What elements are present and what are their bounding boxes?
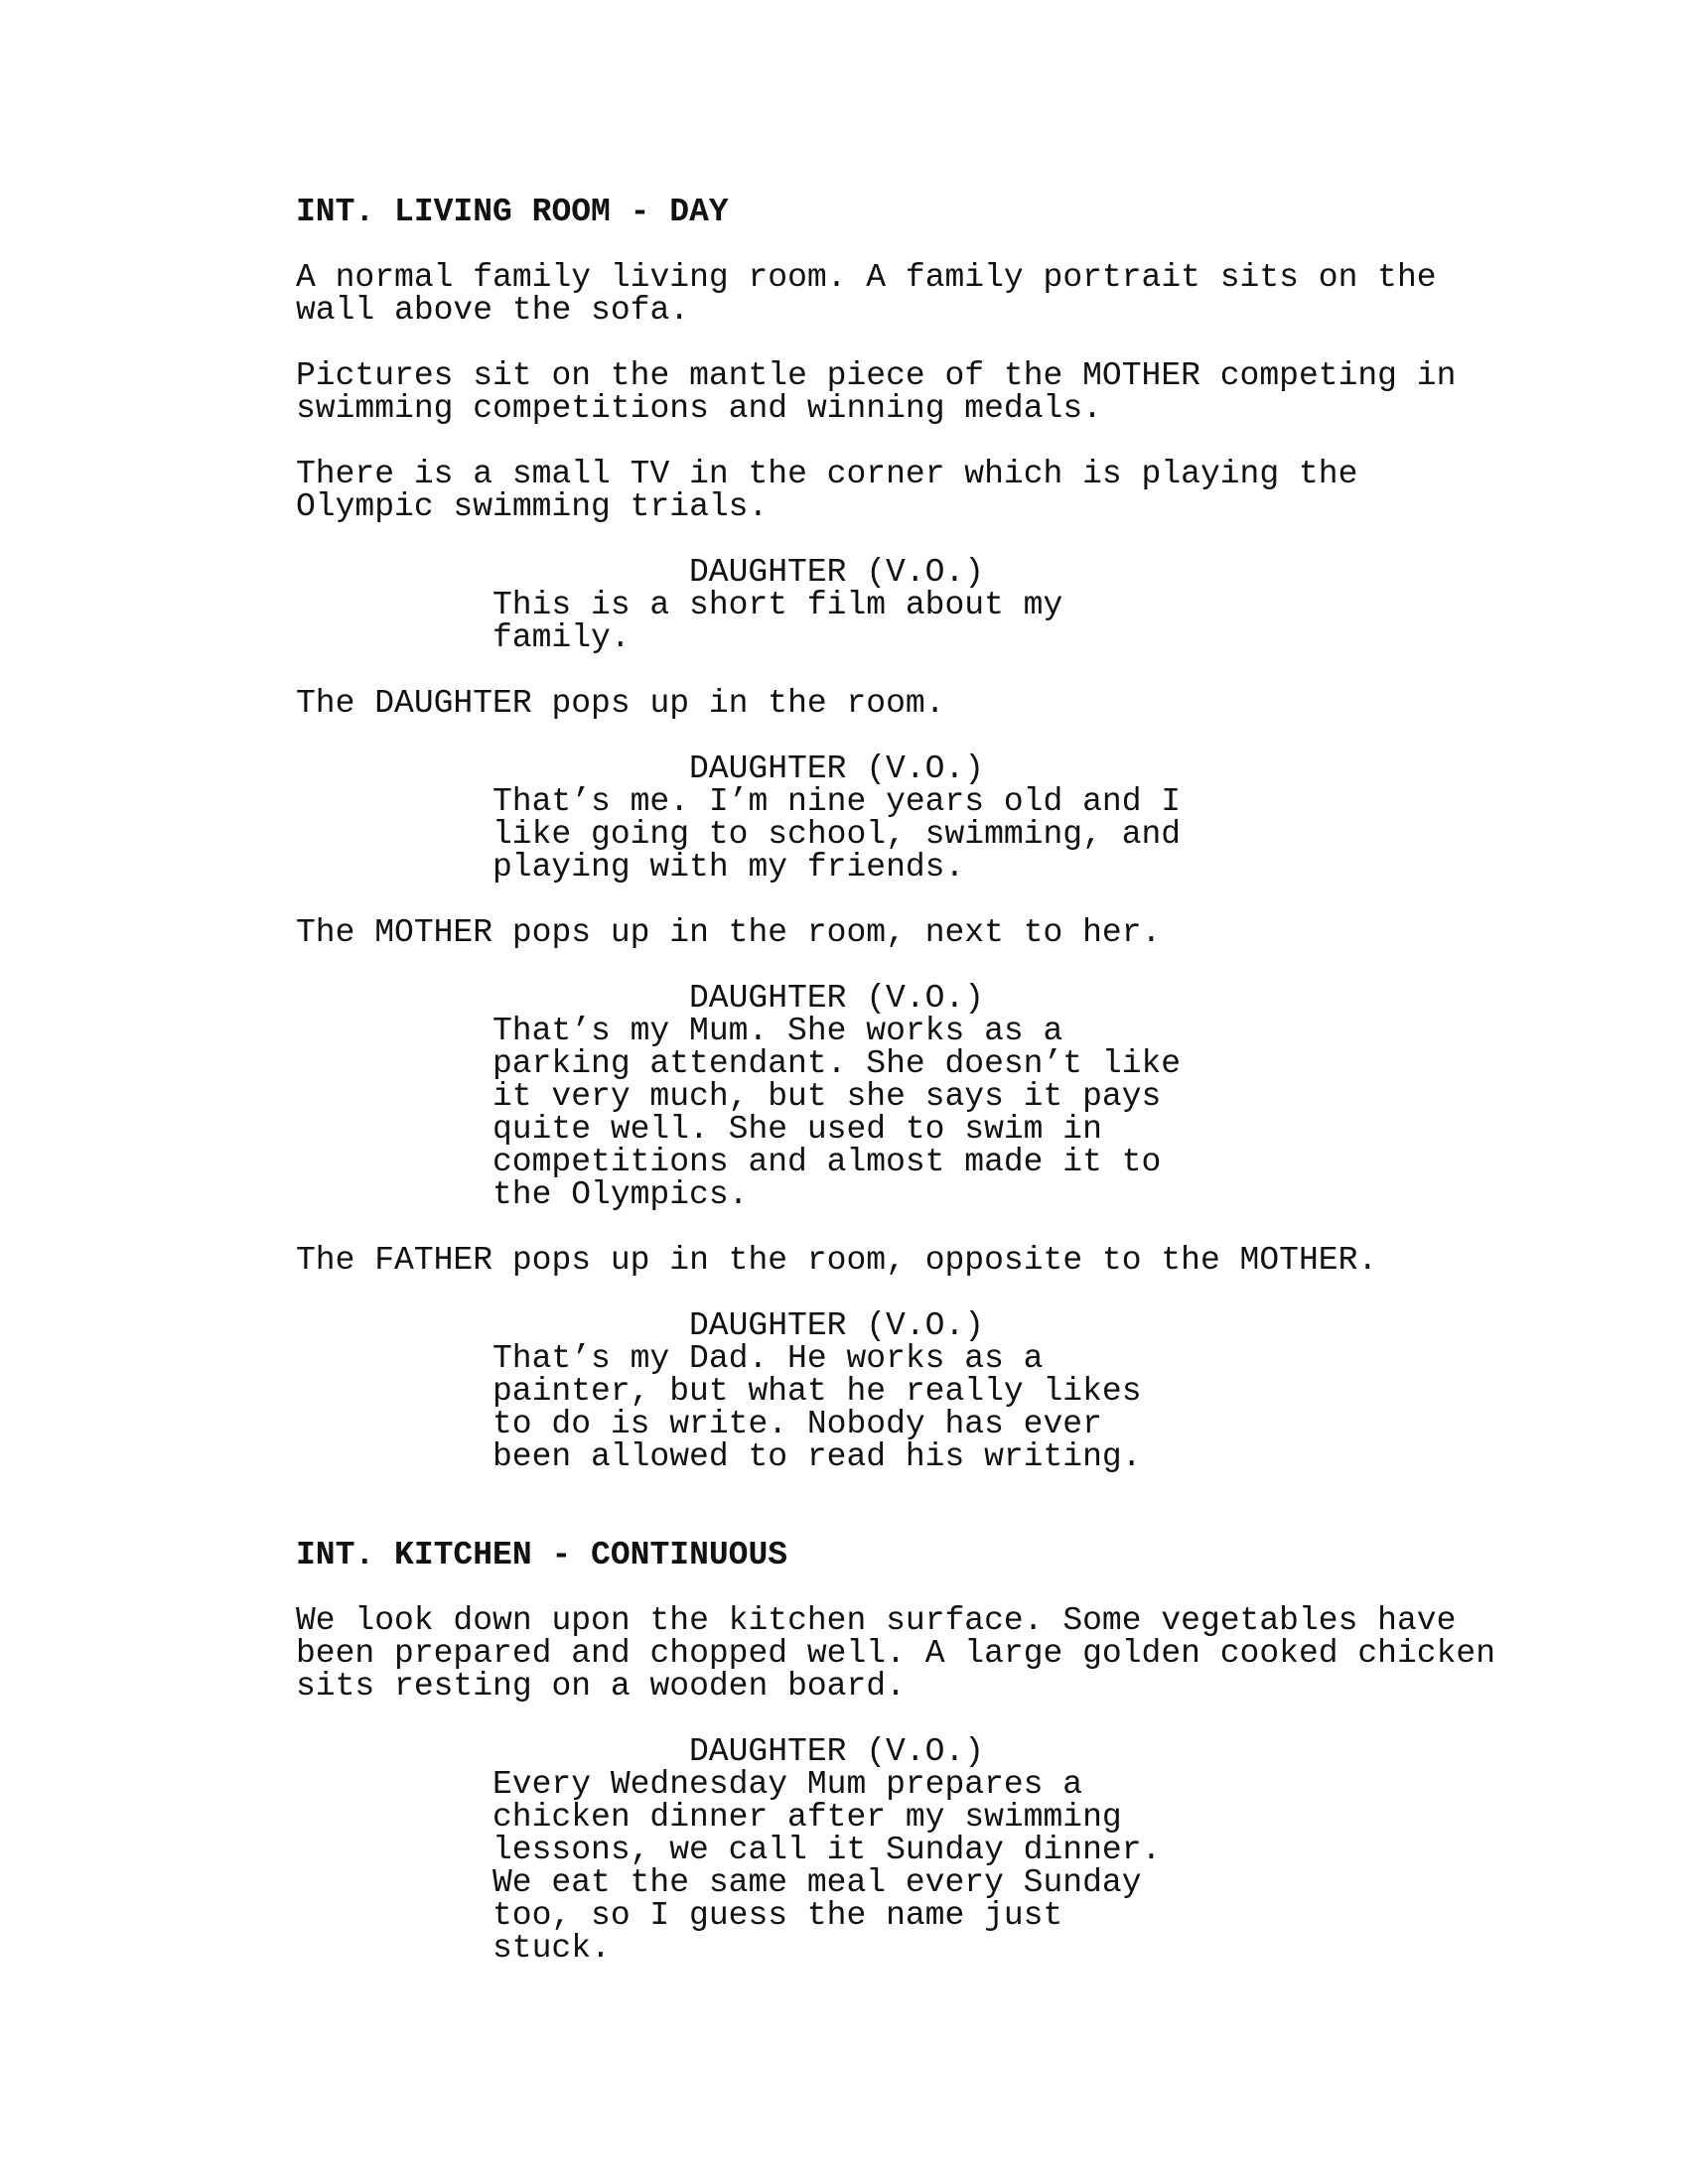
action-line: sits resting on a wooden board.: [296, 1668, 906, 1705]
dialogue-line: Every Wednesday Mum prepares a: [492, 1766, 1083, 1803]
action-line: The MOTHER pops up in the room, next to her.: [296, 914, 1162, 951]
action-line: Pictures sit on the mantle piece of the MOTHER competing in: [296, 357, 1457, 394]
action-line: swimming competitions and winning medals.: [296, 390, 1102, 427]
dialogue-line: We eat the same meal every Sunday: [492, 1864, 1142, 1901]
action-line: We look down upon the kitchen surface. Some vegetables have: [296, 1602, 1457, 1639]
character-cue: DAUGHTER (V.O.): [689, 554, 985, 591]
dialogue-line: painter, but what he really likes: [492, 1373, 1142, 1410]
action-line: wall above the sofa.: [296, 292, 690, 329]
action-line: Olympic swimming trials.: [296, 488, 769, 525]
action-line: There is a small TV in the corner which is playing the: [296, 456, 1358, 492]
dialogue-line: lessons, we call it Sunday dinner.: [492, 1832, 1162, 1868]
dialogue-line: family.: [492, 619, 631, 656]
dialogue-line: chicken dinner after my swimming: [492, 1799, 1122, 1836]
dialogue-line: to do is write. Nobody has ever: [492, 1406, 1102, 1442]
character-cue: DAUGHTER (V.O.): [689, 751, 985, 787]
character-cue: DAUGHTER (V.O.): [689, 1733, 985, 1770]
dialogue-line: parking attendant. She doesn’t like: [492, 1045, 1182, 1082]
action-line: The DAUGHTER pops up in the room.: [296, 685, 945, 722]
dialogue-line: competitions and almost made it to: [492, 1144, 1162, 1180]
dialogue-line: That’s my Dad. He works as a: [492, 1340, 1044, 1377]
dialogue-line: stuck.: [492, 1930, 611, 1967]
character-cue: DAUGHTER (V.O.): [689, 1307, 985, 1344]
dialogue-line: That’s my Mum. She works as a: [492, 1013, 1063, 1049]
dialogue-line: too, so I guess the name just: [492, 1897, 1063, 1934]
action-line: been prepared and chopped well. A large golden cooked chicken: [296, 1635, 1495, 1672]
scene-heading: INT. LIVING ROOM - DAY: [296, 194, 729, 230]
dialogue-line: been allowed to read his writing.: [492, 1438, 1142, 1475]
dialogue-line: quite well. She used to swim in: [492, 1111, 1102, 1148]
dialogue-line: That’s me. I’m nine years old and I: [492, 783, 1182, 820]
dialogue-line: it very much, but she says it pays: [492, 1078, 1162, 1115]
action-line: A normal family living room. A family portrait sits on the: [296, 259, 1437, 296]
character-cue: DAUGHTER (V.O.): [689, 980, 985, 1017]
action-line: The FATHER pops up in the room, opposite to the MOTHER.: [296, 1242, 1378, 1279]
dialogue-line: the Olympics.: [492, 1176, 749, 1213]
scene-heading: INT. KITCHEN - CONTINUOUS: [296, 1537, 788, 1573]
dialogue-line: This is a short film about my: [492, 587, 1063, 623]
dialogue-line: like going to school, swimming, and: [492, 816, 1182, 853]
dialogue-line: playing with my friends.: [492, 849, 965, 886]
